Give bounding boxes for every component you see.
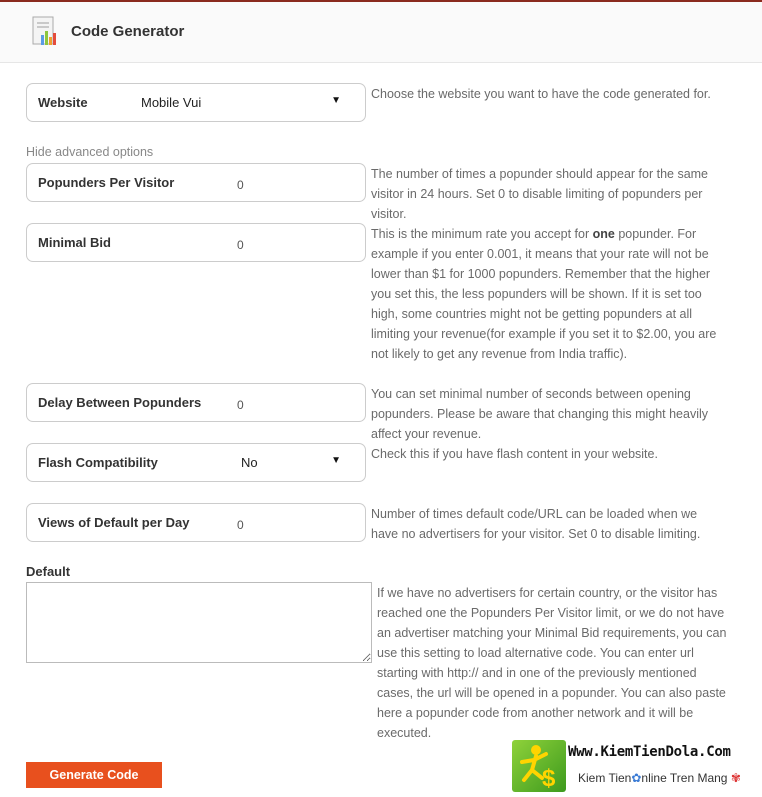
views-default-per-day-input[interactable]: 0 [237, 518, 244, 532]
gear-icon: ✿ [631, 771, 642, 785]
default-label: Default [26, 564, 71, 579]
website-label: Website [38, 95, 88, 110]
website-select[interactable] [26, 83, 366, 122]
views-default-per-day-help: Number of times default code/URL can be loaded when we have no advertisers for your visitor. Set 0 to disable limiting. [371, 507, 701, 541]
delay-between-popunders-label: Delay Between Popunders [38, 395, 202, 410]
popunders-per-visitor-help: The number of times a popunder should appear for the same visitor in 24 hours. Set 0 to disable limiting of popunders per visitor. [371, 167, 709, 221]
delay-between-popunders-help: You can set minimal number of seconds between opening popunders. Please be aware that changing this might heavily affect your revenue. [371, 387, 709, 441]
website-help: Choose the website you want to have the code generated for. [371, 87, 711, 101]
popunders-per-visitor-field[interactable] [26, 163, 366, 202]
minimal-bid-field[interactable] [26, 223, 366, 262]
minimal-bid-label: Minimal Bid [38, 235, 111, 250]
flash-compatibility-help: Check this if you have flash content in your website. [371, 447, 658, 461]
default-code-textarea[interactable] [26, 582, 372, 663]
views-default-per-day-label: Views of Default per Day [38, 515, 190, 530]
flash-compatibility-selected-value: No [241, 455, 258, 470]
minimal-bid-help: This is the minimum rate you accept for one popunder. For example if you enter 0.001, it means that your rate will not be lower than $1 for 1000 popunders. Remember that the higher you set this, the less popunders will be shown. If it is set too high, some countries might not be getting popunders at all limiting your revenue(for example if you set it to $2.00, you are not likely to get any revenue from India traffic). [371, 227, 717, 361]
svg-text:$: $ [542, 765, 556, 792]
minimal-bid-input[interactable]: 0 [237, 238, 244, 252]
popunders-per-visitor-input[interactable]: 0 [237, 178, 244, 192]
flash-compatibility-label: Flash Compatibility [38, 455, 158, 470]
hide-advanced-options-link[interactable]: Hide advanced options [26, 145, 154, 159]
website-selected-value: Mobile Vui [141, 95, 202, 110]
page-title: Code Generator [71, 23, 185, 40]
popunders-per-visitor-label: Popunders Per Visitor [38, 175, 175, 190]
dropdown-arrow-icon[interactable]: ▼ [331, 455, 341, 466]
flash-compatibility-select[interactable] [26, 443, 366, 482]
watermark-logo [512, 740, 566, 792]
delay-between-popunders-field[interactable] [26, 383, 366, 422]
page-header [0, 2, 762, 63]
watermark-url: Www.KiemTienDola.Com [568, 744, 731, 760]
dropdown-arrow-icon[interactable]: ▼ [331, 95, 341, 106]
views-default-per-day-field[interactable] [26, 503, 366, 542]
delay-between-popunders-input[interactable]: 0 [237, 398, 244, 412]
flower-icon: ✾ [730, 771, 741, 785]
running-dollar-icon [512, 740, 566, 792]
default-help: If we have no advertisers for certain country, or the visitor has reached one the Popunders Per Visitor limit, or we do not have an advertiser matching your Minimal Bid requirements, you can use this setting to load alternative code. You can enter url starting with http:// and in one of the previously mentioned cases, the url will be opened in a popunder. You can also paste here a popunder code from another network and it will be executed. [377, 586, 727, 740]
generate-code-button[interactable]: Generate Code [26, 762, 162, 788]
site-watermark-banner [512, 740, 762, 792]
watermark-tagline: Kiem Tien✿nline Tren Mang ✾ [578, 771, 741, 785]
document-chart-icon [30, 16, 60, 48]
